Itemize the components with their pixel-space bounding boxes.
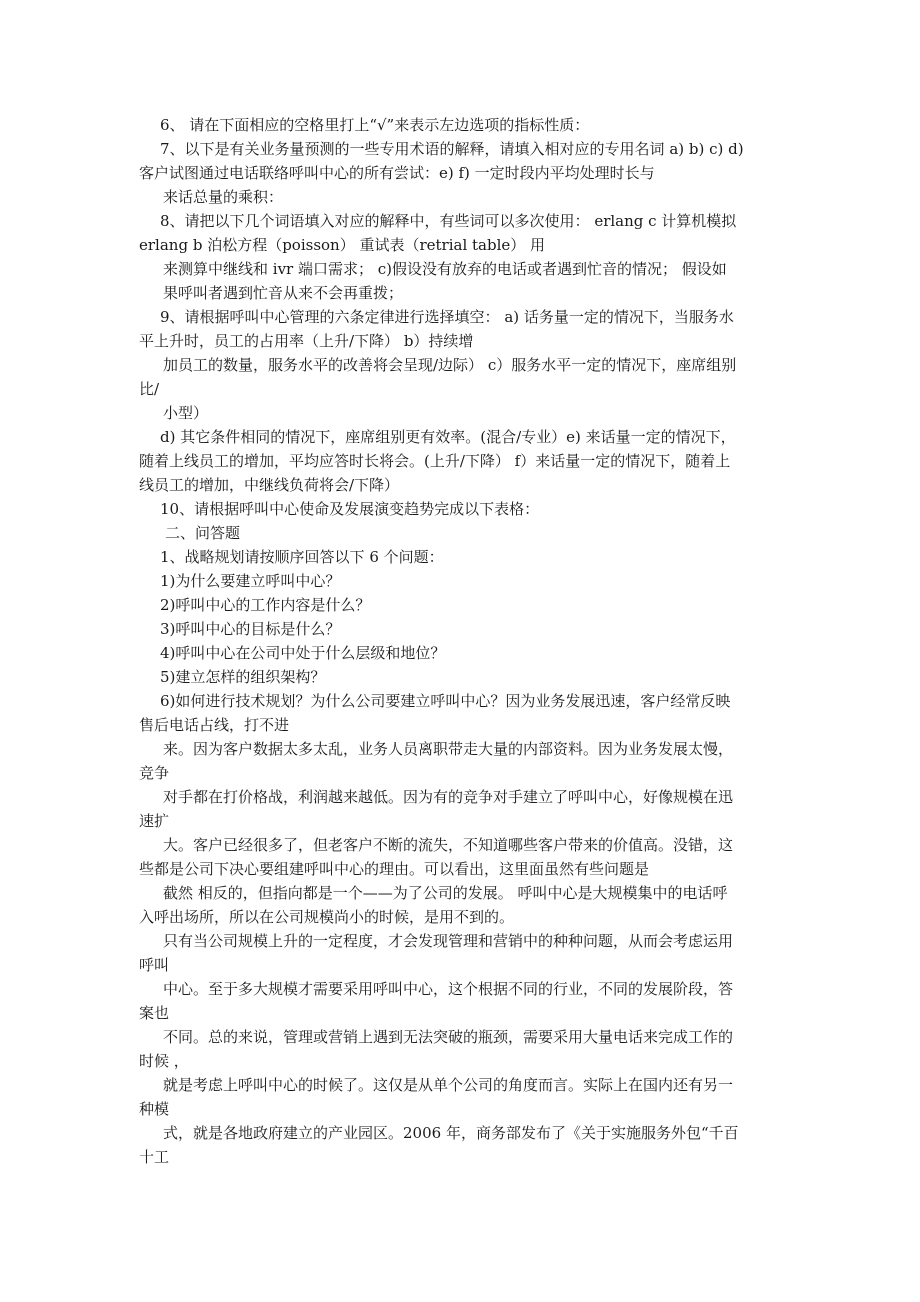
text-line: 来测算中继线和 ivr 端口需求； c)假设没有放弃的电话或者遇到忙音的情况； 假设如 xyxy=(163,260,727,278)
text-line: 大。客户已经很多了，但老客户不断的流失，不知道哪些客户带来的价值高。没错，这 xyxy=(163,836,734,854)
text-line: 线员工的增加，中继线负荷将会/下降） xyxy=(139,476,400,494)
text-line: 来。因为客户数据太多太乱，业务人员离职带走大量的内部资料。因为业务发展太慢， xyxy=(163,740,734,758)
text-line: 式，就是各地政府建立的产业园区。2006 年，商务部发布了《关于实施服务外包“千百 xyxy=(163,1124,739,1142)
text-line: 9、请根据呼叫中心管理的六条定律进行选择填空： a) 话务量一定的情况下，当服务水 xyxy=(160,308,734,326)
text-line: 7、以下是有关业务量预测的一些专用术语的解释，请填入相对应的专用名词 a) b) c) d) xyxy=(160,140,744,158)
text-line: 小型） xyxy=(163,404,209,422)
text-line: 6)如何进行技术规划？为什么公司要建立呼叫中心？因为业务发展迅速，客户经常反映 xyxy=(160,692,731,710)
text-line: 时候 ， xyxy=(139,1052,189,1070)
text-line: 呼叫 xyxy=(139,956,170,974)
text-line: 果呼叫者遇到忙音从来不会再重拨； xyxy=(163,284,404,302)
text-line: 只有当公司规模上升的一定程度，才会发现管理和营销中的种种问题，从而会考虑运用 xyxy=(163,932,734,950)
list-item: 5)建立怎样的组织架构？ xyxy=(160,668,326,686)
text-line: 入呼出场所，所以在公司规模尚小的时候，是用不到的。 xyxy=(139,908,515,926)
list-item: 3)呼叫中心的目标是什么？ xyxy=(160,620,341,638)
text-line: 些都是公司下决心要组建呼叫中心的理由。可以看出，这里面虽然有些问题是 xyxy=(139,860,650,878)
text-line: 十工 xyxy=(139,1148,170,1166)
text-line: 平上升时，员工的占用率（上升/下降） b）持续增 xyxy=(139,332,474,350)
text-line: d) 其它条件相同的情况下，座席组别更有效率。(混合/专业）e) 来话量一定的情况下， xyxy=(160,428,736,446)
text-line: 售后电话占线，打不进 xyxy=(139,716,290,734)
text-line: 来话总量的乘积： xyxy=(163,188,284,206)
list-item: 2)呼叫中心的工作内容是什么？ xyxy=(160,596,371,614)
text-line: 随着上线员工的增加，平均应答时长将会。(上升/下降） f）来话量一定的情况下，随着上 xyxy=(139,452,731,470)
text-line: 比/ xyxy=(139,380,160,398)
text-line: 案也 xyxy=(139,1004,170,1022)
text-line: 客户试图通过电话联络呼叫中心的所有尝试：e) f) 一定时段内平均处理时长与 xyxy=(139,164,655,182)
text-line: 10、请根据呼叫中心使命及发展演变趋势完成以下表格： xyxy=(160,500,540,518)
text-line: 1、战略规划请按顺序回答以下 6 个问题： xyxy=(160,548,444,566)
text-line: 竞争 xyxy=(139,764,170,782)
text-line: 截然 相反的，但指向都是一个——为了公司的发展。 呼叫中心是大规模集中的电话呼 xyxy=(163,884,728,902)
list-item: 4)呼叫中心在公司中处于什么层级和地位？ xyxy=(160,644,446,662)
text-line: 加员工的数量，服务水平的改善将会呈现/边际） c）服务水平一定的情况下，座席组别 xyxy=(163,356,737,374)
text-line: 种模 xyxy=(139,1100,170,1118)
text-line: 对手都在打价格战，利润越来越低。因为有的竞争对手建立了呼叫中心，好像规模在迅 xyxy=(163,788,734,806)
text-line: 中心。至于多大规模才需要采用呼叫中心，这个根据不同的行业，不同的发展阶段，答 xyxy=(163,980,734,998)
list-item: 1)为什么要建立呼叫中心？ xyxy=(160,572,341,590)
text-line: 6、 请在下面相应的空格里打上“√”来表示左边选项的指标性质： xyxy=(160,116,590,134)
text-line: 不同。总的来说，管理或营销上遇到无法突破的瓶颈，需要采用大量电话来完成工作的 xyxy=(163,1028,734,1046)
section-heading: 二、问答题 xyxy=(165,524,241,542)
text-line: 8、请把以下几个词语填入对应的解释中，有些词可以多次使用： erlang c 计算机模拟 xyxy=(160,212,737,230)
text-line: erlang b 泊松方程（poisson） 重试表（retrial table） 用 xyxy=(139,236,546,254)
text-line: 速扩 xyxy=(139,812,170,830)
text-line: 就是考虑上呼叫中心的时候了。这仅是从单个公司的角度而言。实际上在国内还有另一 xyxy=(163,1076,734,1094)
